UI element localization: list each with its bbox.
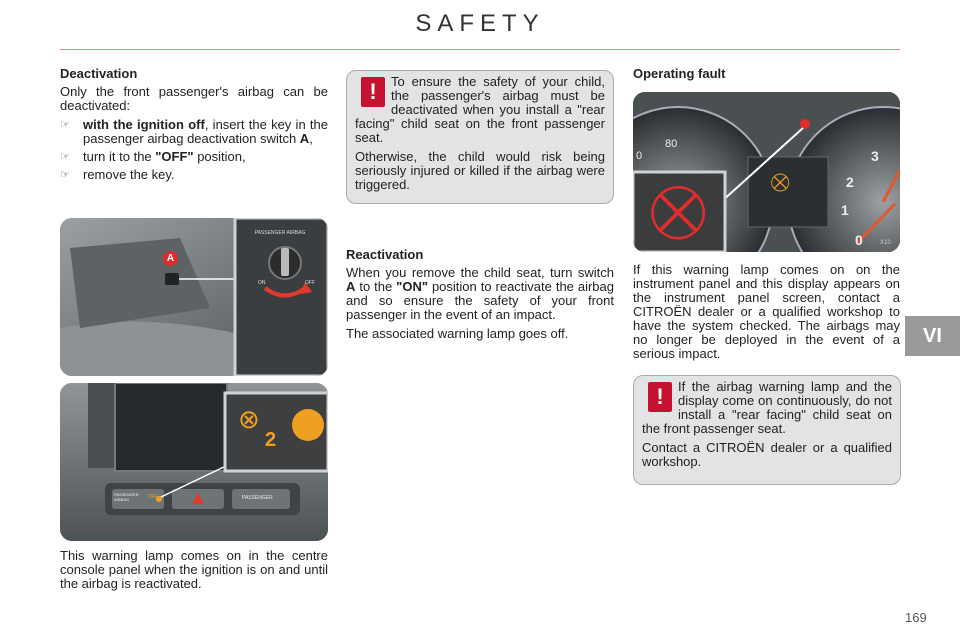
- operating-fault-heading: Operating fault: [633, 66, 726, 81]
- warning-fault-text-1: If the airbag warning lamp and the display come on continuously, do not install a "rear facing" child seat on the front passenger seat.: [642, 379, 892, 436]
- list-item: ☞ turn it to the "OFF" position,: [60, 149, 246, 164]
- page-number: 169: [905, 610, 927, 625]
- console-button-passenger-airbag-off: OFF: [148, 494, 158, 500]
- section-tab[interactable]: VI: [905, 316, 960, 356]
- page-title: SAFETY: [415, 10, 545, 37]
- operating-fault-section: [633, 263, 900, 366]
- warning-fault-text-2: Contact a CITROËN dealer or a qualified workshop.: [642, 440, 892, 469]
- switch-label-a: A: [163, 251, 178, 266]
- airbag-display-icon: ⛒: [771, 172, 790, 192]
- switch-off-label: OFF: [305, 280, 315, 286]
- operating-fault-text: If this warning lamp comes on on the instrument panel and this display appears on the instrument panel screen, contact a CITROËN dealer or a qualified workshop to have the system checked. The airbags may no longer be deployed in the event of a serious impact.: [633, 262, 900, 361]
- list-item: ☞ remove the key.: [60, 167, 175, 182]
- deactivation-section: [60, 67, 328, 186]
- gauge-label-x10: X10: [880, 240, 891, 246]
- reactivation-lamp-off: The associated warning lamp goes off.: [346, 326, 569, 341]
- centre-console-image: [60, 383, 328, 541]
- reactivation-section: [346, 248, 614, 346]
- warning-box-fault: [633, 375, 901, 485]
- pointing-hand-icon: ☞: [60, 169, 70, 181]
- deactivation-steps: [60, 118, 328, 182]
- airbag-fault-lamp-icon: ⛒: [650, 181, 706, 241]
- exclamation-warning-icon: !: [648, 382, 672, 412]
- deactivation-heading: Deactivation: [60, 66, 138, 81]
- deactivation-intro: Only the front passenger's airbag can be deactivated:: [60, 84, 328, 113]
- gauge-label-80: 80: [665, 138, 678, 150]
- warning-text-1: To ensure the safety of your child, the passenger's airbag must be deactivated when you install a "rear facing" child seat on the front passenger seat.: [355, 74, 605, 145]
- reactivation-text: When you remove the child seat, turn switch A to the "ON" position to reactivate the airbag and so ensure the safety of your front passenger in the event of an impact.: [346, 265, 614, 322]
- airbag-lamp-digit: 2: [265, 429, 277, 451]
- gauge-label-0: 0: [636, 150, 643, 162]
- exclamation-warning-icon: !: [361, 77, 385, 107]
- gauge-label-2: 2: [846, 174, 854, 190]
- gauge-label-3: 3: [871, 148, 879, 164]
- airbag-switch-image: [60, 218, 328, 376]
- switch-panel-label: PASSENGER AIRBAG: [254, 230, 306, 236]
- reactivation-heading: Reactivation: [346, 247, 424, 262]
- centre-console-illustration: [60, 383, 328, 541]
- list-item: ☞ with the ignition off, insert the key in the passenger airbag deactivation switch A,: [60, 117, 329, 146]
- console-button-passenger-airbag: PASSENGER AIRBAG: [114, 492, 139, 502]
- airbag-switch-illustration: [60, 218, 328, 376]
- lamp-caption: This warning lamp comes on in the centre console panel when the ignition is on and until the airbag is reactivated.: [60, 548, 328, 591]
- operating-fault-heading-block: [633, 67, 900, 85]
- switch-on-label: ON: [258, 280, 266, 286]
- instrument-panel-image: [633, 92, 900, 252]
- gauge-label-1: 1: [841, 202, 849, 218]
- airbag-lamp-icon: ⊗: [238, 404, 260, 434]
- gauge-label-zero: 0: [855, 232, 863, 248]
- pointing-hand-icon: ☞: [60, 151, 70, 163]
- pointing-hand-icon: ☞: [60, 119, 70, 131]
- warning-box-child-seat: [346, 70, 614, 204]
- console-button-passenger: PASSENGER: [242, 495, 273, 501]
- warning-text-2: Otherwise, the child would risk being seriously injured or killed if the airbag were triggered.: [355, 149, 605, 192]
- title-divider: [60, 49, 900, 50]
